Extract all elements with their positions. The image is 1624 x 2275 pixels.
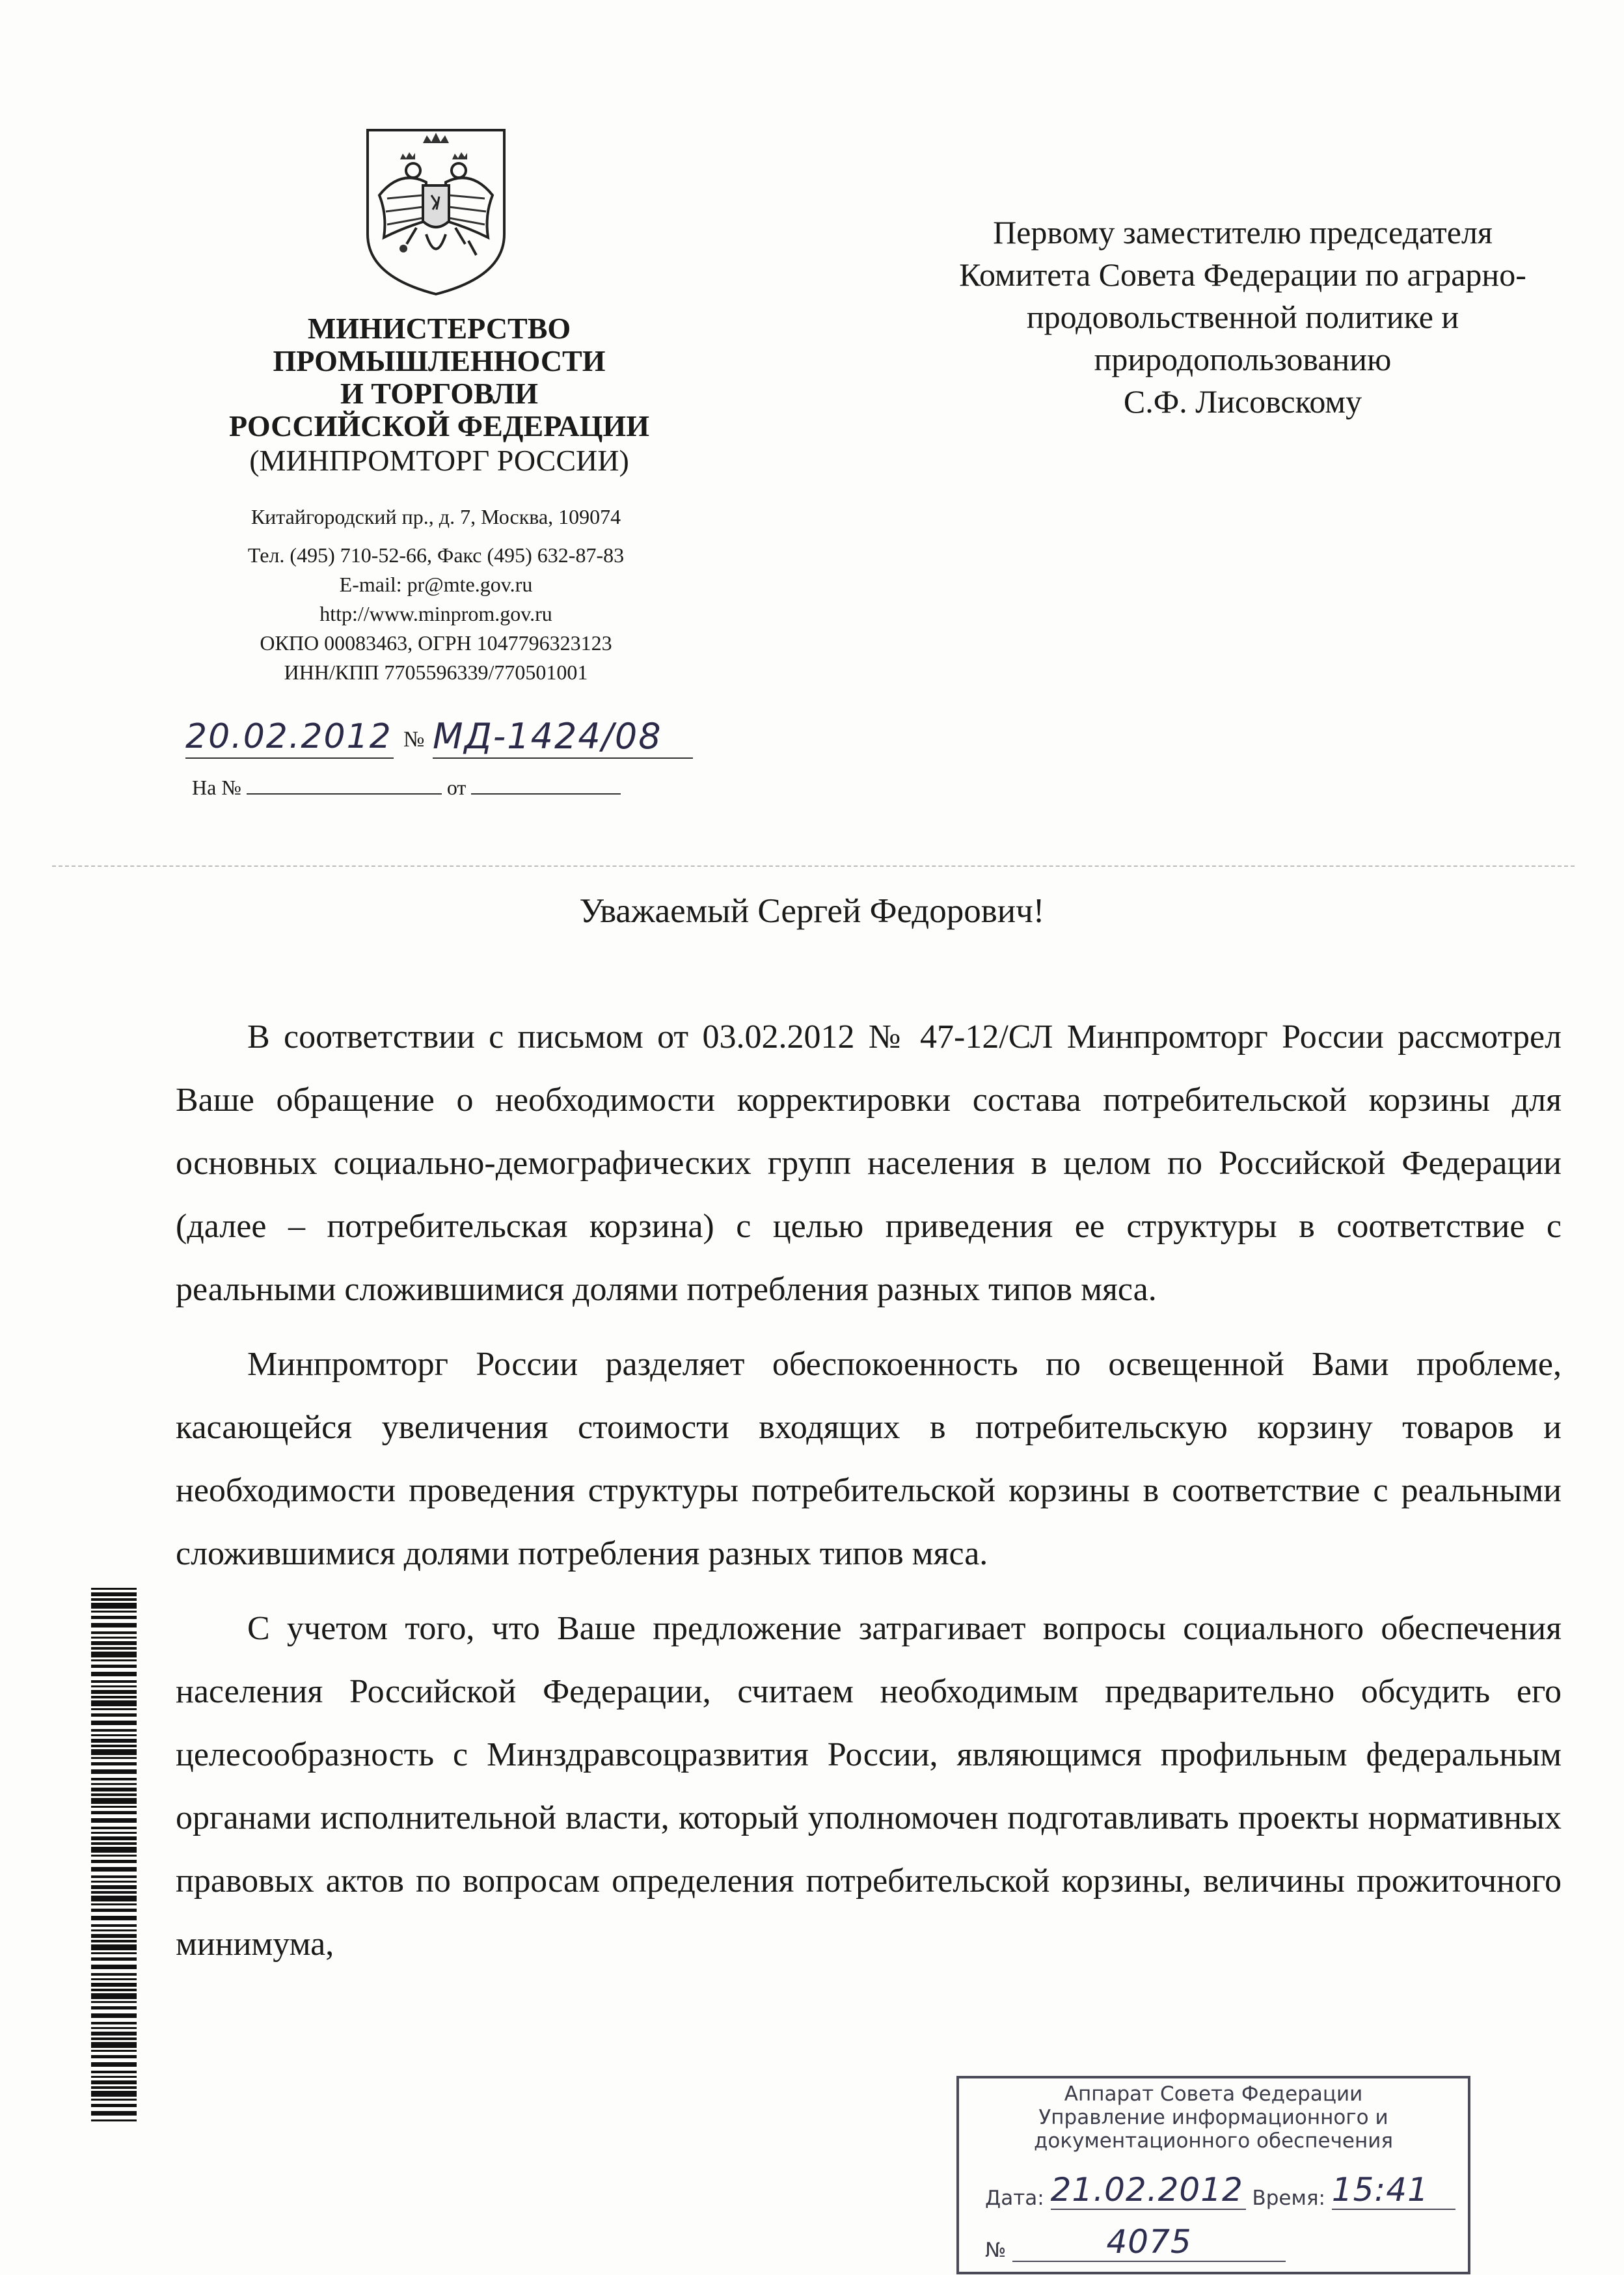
email: E-mail: pr@mte.gov.ru bbox=[339, 573, 533, 596]
org-line-2: ПРОМЫШЛЕННОСТИ bbox=[273, 344, 606, 377]
barcode-bar bbox=[91, 1696, 137, 1698]
barcode-bar bbox=[91, 1891, 137, 1894]
barcode-bar bbox=[91, 1832, 137, 1834]
letter-body bbox=[176, 1005, 1562, 1976]
outgoing-number: МД-1424/08 bbox=[433, 716, 693, 759]
barcode-bar bbox=[91, 1659, 137, 1661]
barcode-bar bbox=[91, 1881, 137, 1883]
barcode-bar bbox=[91, 2086, 137, 2089]
barcode-bar bbox=[91, 1734, 137, 1736]
barcode-bar bbox=[91, 1592, 137, 1596]
barcode-bar bbox=[91, 1973, 137, 1976]
barcode-bar bbox=[91, 1929, 137, 1931]
addressee-line-2: Комитета Совета Федерации по аграрно- bbox=[959, 256, 1526, 293]
barcode-bar bbox=[91, 2032, 137, 2036]
barcode-bar bbox=[91, 1690, 137, 1694]
org-line-4: РОССИЙСКОЙ ФЕДЕРАЦИИ bbox=[229, 409, 649, 443]
barcode-icon bbox=[91, 1588, 137, 2121]
barcode-bar bbox=[91, 1885, 137, 1889]
barcode-bar bbox=[91, 1811, 137, 1814]
barcode-bar bbox=[91, 1757, 137, 1759]
contact-block bbox=[176, 502, 696, 687]
inn-kpp: ИНН/КПП 7705596339/770501001 bbox=[284, 661, 588, 684]
stamp-number-row bbox=[985, 2223, 1286, 2262]
barcode-bar bbox=[91, 1806, 137, 1808]
stamp-number-label: № bbox=[985, 2239, 1007, 2262]
stamp-line-1: Аппарат Совета Федерации bbox=[1064, 2082, 1363, 2106]
org-line-1: МИНИСТЕРСТВО bbox=[307, 312, 571, 345]
stamp-time-value: 15:41 bbox=[1331, 2171, 1429, 2209]
barcode-bar bbox=[91, 1957, 137, 1961]
barcode-bar bbox=[91, 1818, 137, 1823]
barcode-bar bbox=[91, 1989, 137, 1991]
barcode-bar bbox=[91, 1652, 137, 1657]
barcode-bar bbox=[91, 2119, 137, 2121]
stamp-line-2: Управление информационного и bbox=[1038, 2106, 1388, 2129]
paragraph-3: С учетом того, что Ваше предложение затрагивает вопросы социального обеспечения населения Российской Федерации, считаем необходимым предварительно обсудить его целесообразность с Минздравсоцразвития России, являющимся профильным федеральным органами исполнительной власти, который уполномочен подготавливать проекты нормативных правовых актов по вопросам определения потребительской корзины, величины прожиточного минимума, bbox=[176, 1610, 1562, 1963]
addressee-name: С.Ф. Лисовскому bbox=[1123, 383, 1362, 420]
barcode-bar bbox=[91, 1598, 137, 1601]
barcode-bar bbox=[91, 2022, 137, 2024]
barcode-bar bbox=[91, 1836, 137, 1840]
coat-of-arms-emblem bbox=[361, 124, 511, 299]
barcode-bar bbox=[91, 1611, 137, 1613]
barcode-bar bbox=[91, 1769, 137, 1774]
barcode-bar bbox=[91, 2104, 137, 2107]
stamp-date-value: 21.02.2012 bbox=[1050, 2171, 1243, 2209]
stamp-date-label: Дата: bbox=[985, 2186, 1044, 2210]
stamp-time-label: Время: bbox=[1252, 2186, 1325, 2210]
barcode-bar bbox=[91, 2076, 137, 2078]
registration-line bbox=[185, 716, 699, 761]
barcode-bar bbox=[91, 1700, 137, 1706]
okpo-ogrn: ОКПО 00083463, ОГРН 1047796323123 bbox=[260, 631, 612, 655]
org-short-name: (МИНПРОМТОРГ РОССИИ) bbox=[249, 444, 629, 477]
barcode-bar bbox=[91, 2099, 137, 2101]
paragraph-2: Минпромторг России разделяет обеспокоенность по освещенной Вами проблеме, касающейся увеличения стоимости входящих в потребительскую корзину товаров и необходимости проведения структуры потребительской корзины в соответствие с реальными сложившимися долями потребления разных типов мяса. bbox=[176, 1346, 1562, 1572]
ref-prefix: На № bbox=[192, 776, 241, 799]
barcode-bar bbox=[91, 1909, 137, 1912]
ministry-name bbox=[169, 312, 709, 478]
barcode-bar bbox=[91, 1965, 137, 1969]
barcode-bar bbox=[91, 1940, 137, 1942]
stamp-number-value: 4075 bbox=[1106, 2223, 1192, 2261]
barcode-bar bbox=[91, 1729, 137, 1732]
stamp-header bbox=[959, 2082, 1468, 2153]
barcode-bar bbox=[91, 1603, 137, 1609]
barcode-bar bbox=[91, 2037, 137, 2040]
barcode-bar bbox=[91, 1788, 137, 1791]
barcode-bar bbox=[91, 2080, 137, 2084]
barcode-bar bbox=[91, 1798, 137, 1804]
barcode-bar bbox=[91, 2006, 137, 2009]
barcode-bar bbox=[91, 1762, 137, 1765]
barcode-bar bbox=[91, 1631, 137, 1634]
barcode-bar bbox=[91, 1944, 137, 1950]
barcode-bar bbox=[91, 1647, 137, 1650]
addressee-line-1: Первому заместителю председателя bbox=[993, 214, 1493, 251]
barcode-bar bbox=[91, 1616, 137, 1619]
barcode-bar bbox=[91, 2050, 137, 2052]
org-line-3: И ТОРГОВЛИ bbox=[340, 377, 539, 410]
stamp-line-3: документационного обеспечения bbox=[1033, 2129, 1394, 2153]
barcode-bar bbox=[91, 1783, 137, 1785]
barcode-bar bbox=[91, 1778, 137, 1780]
stamp-date-row bbox=[985, 2171, 1455, 2210]
addressee-line-3: продовольственной политике и bbox=[1026, 299, 1459, 335]
phone-fax: Тел. (495) 710-52-66, Факс (495) 632-87-83 bbox=[247, 543, 625, 567]
ref-from-label: от bbox=[446, 776, 467, 799]
barcode-bar bbox=[91, 1983, 137, 1987]
barcode-bar bbox=[91, 1665, 137, 1668]
barcode-bar bbox=[91, 1916, 137, 1920]
barcode-bar bbox=[91, 1641, 137, 1645]
barcode-bar bbox=[91, 1637, 137, 1639]
address: Китайгородский пр., д. 7, Москва, 109074 bbox=[250, 505, 621, 528]
barcode-bar bbox=[91, 1855, 137, 1857]
barcode-bar bbox=[91, 1924, 137, 1927]
barcode-bar bbox=[91, 2027, 137, 2029]
barcode-bar bbox=[91, 2071, 137, 2073]
salutation: Уважаемый Сергей Федорович! bbox=[579, 892, 1045, 930]
barcode-bar bbox=[91, 1708, 137, 1710]
barcode-bar bbox=[91, 1793, 137, 1796]
addressee-line-4: природопользованию bbox=[1094, 341, 1392, 377]
website: http://www.minprom.gov.ru bbox=[319, 602, 552, 625]
barcode-bar bbox=[91, 1685, 137, 1687]
barcode-bar bbox=[91, 1875, 137, 1878]
barcode-bar bbox=[91, 2062, 137, 2067]
addressee-block bbox=[898, 211, 1588, 423]
barcode-bar bbox=[91, 2091, 137, 2097]
barcode-bar bbox=[91, 1721, 137, 1725]
barcode-bar bbox=[91, 2013, 137, 2018]
ref-date-blank bbox=[471, 793, 621, 795]
reference-line bbox=[192, 776, 712, 800]
barcode-bar bbox=[91, 1749, 137, 1755]
barcode-bar bbox=[91, 1680, 137, 1683]
barcode-bar bbox=[91, 1588, 137, 1590]
barcode-bar bbox=[91, 1739, 137, 1743]
barcode-bar bbox=[91, 1903, 137, 1905]
outgoing-date: 20.02.2012 bbox=[185, 716, 394, 759]
number-label: № bbox=[403, 728, 425, 752]
barcode-bar bbox=[91, 1842, 137, 1845]
barcode-bar bbox=[91, 1934, 137, 1938]
barcode-bar bbox=[91, 1867, 137, 1872]
barcode-bar bbox=[91, 1993, 137, 1999]
barcode-bar bbox=[91, 1623, 137, 1628]
header-divider bbox=[52, 865, 1575, 867]
registration-stamp bbox=[956, 2076, 1470, 2274]
barcode-bar bbox=[91, 1672, 137, 1676]
barcode-bar bbox=[91, 1847, 137, 1853]
barcode-bar bbox=[91, 1860, 137, 1863]
barcode-bar bbox=[91, 2001, 137, 2003]
barcode-bar bbox=[91, 2042, 137, 2048]
barcode-bar bbox=[91, 2111, 137, 2116]
barcode-bar bbox=[91, 2055, 137, 2058]
barcode-bar bbox=[91, 1713, 137, 1717]
barcode-bar bbox=[91, 1896, 137, 1901]
barcode-bar bbox=[91, 1827, 137, 1829]
ref-number-blank bbox=[247, 793, 442, 795]
barcode-bar bbox=[91, 1745, 137, 1747]
barcode-bar bbox=[91, 1952, 137, 1954]
paragraph-1: В соответствии с письмом от 03.02.2012 № 47-12/СЛ Минпромторг России рассмотрел Ваше обращение о необходимости корректировки состава потребительской корзины для основных социально-демографических групп населения в целом по Российской Федерации (далее – потребительская корзина) с целью приведения ее структуры в соответствие с реальными сложившимися долями потребления разных типов мяса. bbox=[176, 1018, 1562, 1308]
barcode-bar bbox=[91, 1978, 137, 1980]
